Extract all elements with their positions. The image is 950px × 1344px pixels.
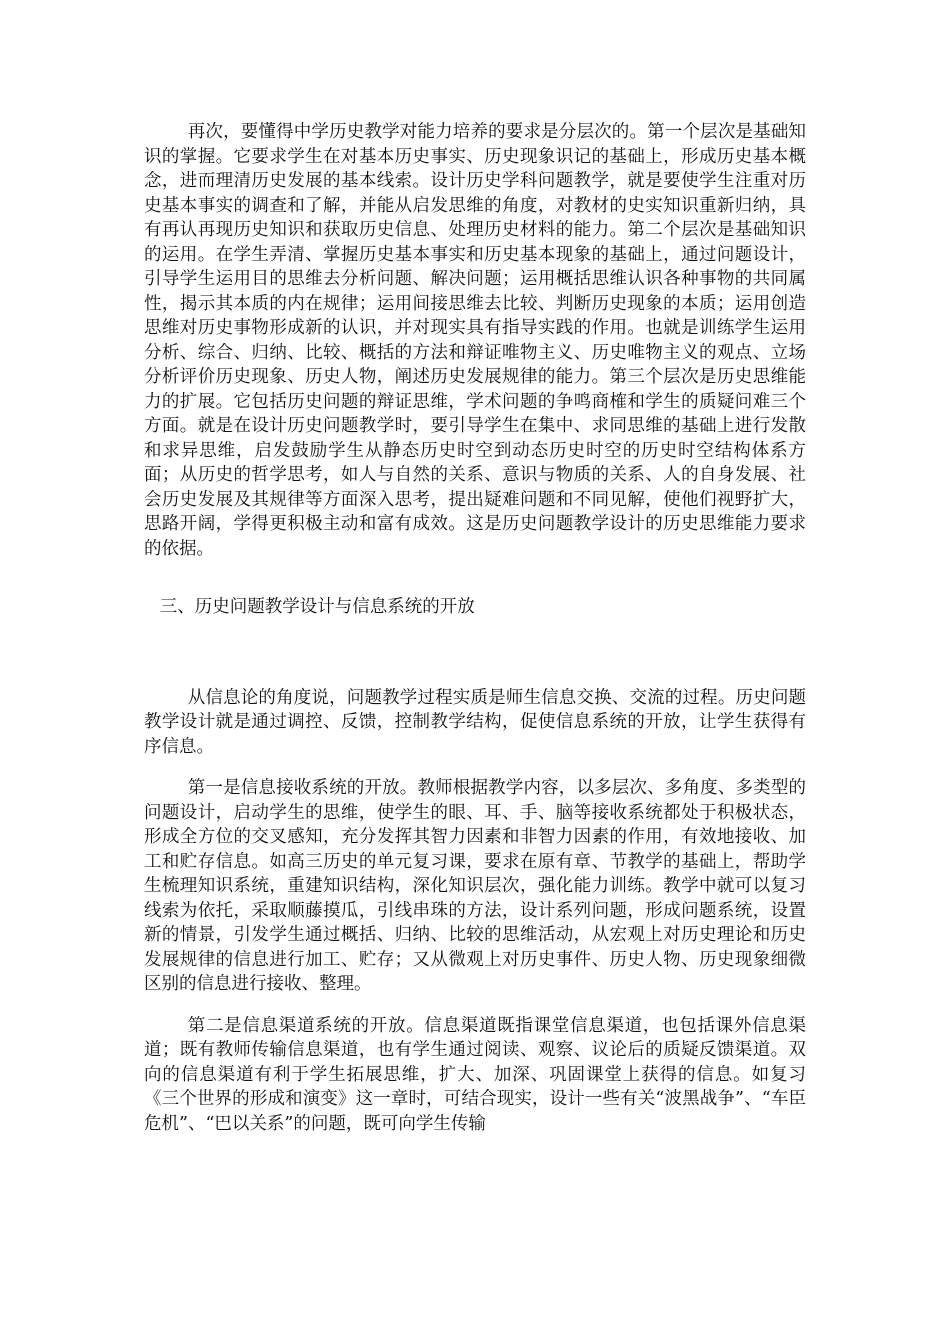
document-page [144,120,806,1136]
paragraph-information-theory: 从信息论的角度说，问题教学过程实质是师生信息交换、交流的过程。历史问题教学设计就是通过调控、反馈，控制教学结构，促使信息系统的开放，让学生获得有序信息。 [144,687,806,757]
section-heading: 三、历史问题教学设计与信息系统的开放 [159,597,475,617]
paragraph-receiving-system: 第一是信息接收系统的开放。教师根据教学内容，以多层次、多角度、多类型的问题设计，启动学生的思维，使学生的眼、耳、手、脑等接收系统都处于积极状态，形成全方位的交叉感知，充分发挥其智力因素和非智力因素的作用，有效地接收、加工和贮存信息。如高三历史的单元复习课，要求在原有章、节教学的基础上，帮助学生梳理知识系统，重建知识结构，深化知识层次，强化能力训练。教学中就可以复习线索为依托，采取顺藤摸瓜，引线串珠的方法，设计系列问题，形成问题系统，设置新的情景，引发学生通过概括、归纳、比较的思维活动，从宏观上对历史理论和历史发展规律的信息进行加工、贮存；又从微观上对历史事件、历史人物、历史现象细微区别的信息进行接收、整理。 [144,778,806,994]
paragraph-ability-levels: 再次，要懂得中学历史教学对能力培养的要求是分层次的。第一个层次是基础知识的掌握。它要求学生在对基本历史事实、历史现象识记的基础上，形成历史基本概念，进而理清历史发展的基本线索。设计历史学科问题教学，就是要使学生注重对历史基本事实的调查和了解，并能从启发思维的角度，对教材的史实知识重新归纳，具有再认再现历史知识和获取历史信息、处理历史材料的能力。第二个层次是基础知识的运用。在学生弄清、掌握历史基本事实和历史基本现象的基础上，通过问题设计，引导学生运用目的思维去分析问题、解决问题；运用概括思维认识各种事物的共同属性，揭示其本质的内在规律；运用间接思维去比较、判断历史现象的本质；运用创造思维对历史事物形成新的认识，并对现实具有指导实践的作用。也就是训练学生运用分析、综合、归纳、比较、概括的方法和辩证唯物主义、历史唯物主义的观点、立场分析评价历史现象、历史人物，阐述历史发展规律的能力。第三个层次是历史思维能力的扩展。它包括历史问题的辩证思维，学术问题的争鸣商榷和学生的质疑问难三个方面。就是在设计历史问题教学时，要引导学生在集中、求同思维的基础上进行发散和求异思维，启发鼓励学生从静态历史时空到动态历史时空的历史时空结构体系方面；从历史的哲学思考，如人与自然的关系、意识与物质的关系、人的自身发展、社会历史发展及其规律等方面深入思考，提出疑难问题和不同见解，使他们视野扩大，思路开阔，学得更积极主动和富有成效。这是历史问题教学设计的历史思维能力要求的依据。 [144,122,806,559]
paragraph-channel-system: 第二是信息渠道系统的开放。信息渠道既指课堂信息渠道，也包括课外信息渠道；既有教师传输信息渠道，也有学生通过阅读、观察、议论后的质疑反馈渠道。双向的信息渠道有利于学生拓展思维，扩大、加深、巩固课堂上获得的信息。如复习《三个世界的形成和演变》这一章时，可结合现实，设计一些有关“波黑战争”、“车臣危机”、“巴以关系”的问题，既可向学生传输 [144,1015,806,1134]
